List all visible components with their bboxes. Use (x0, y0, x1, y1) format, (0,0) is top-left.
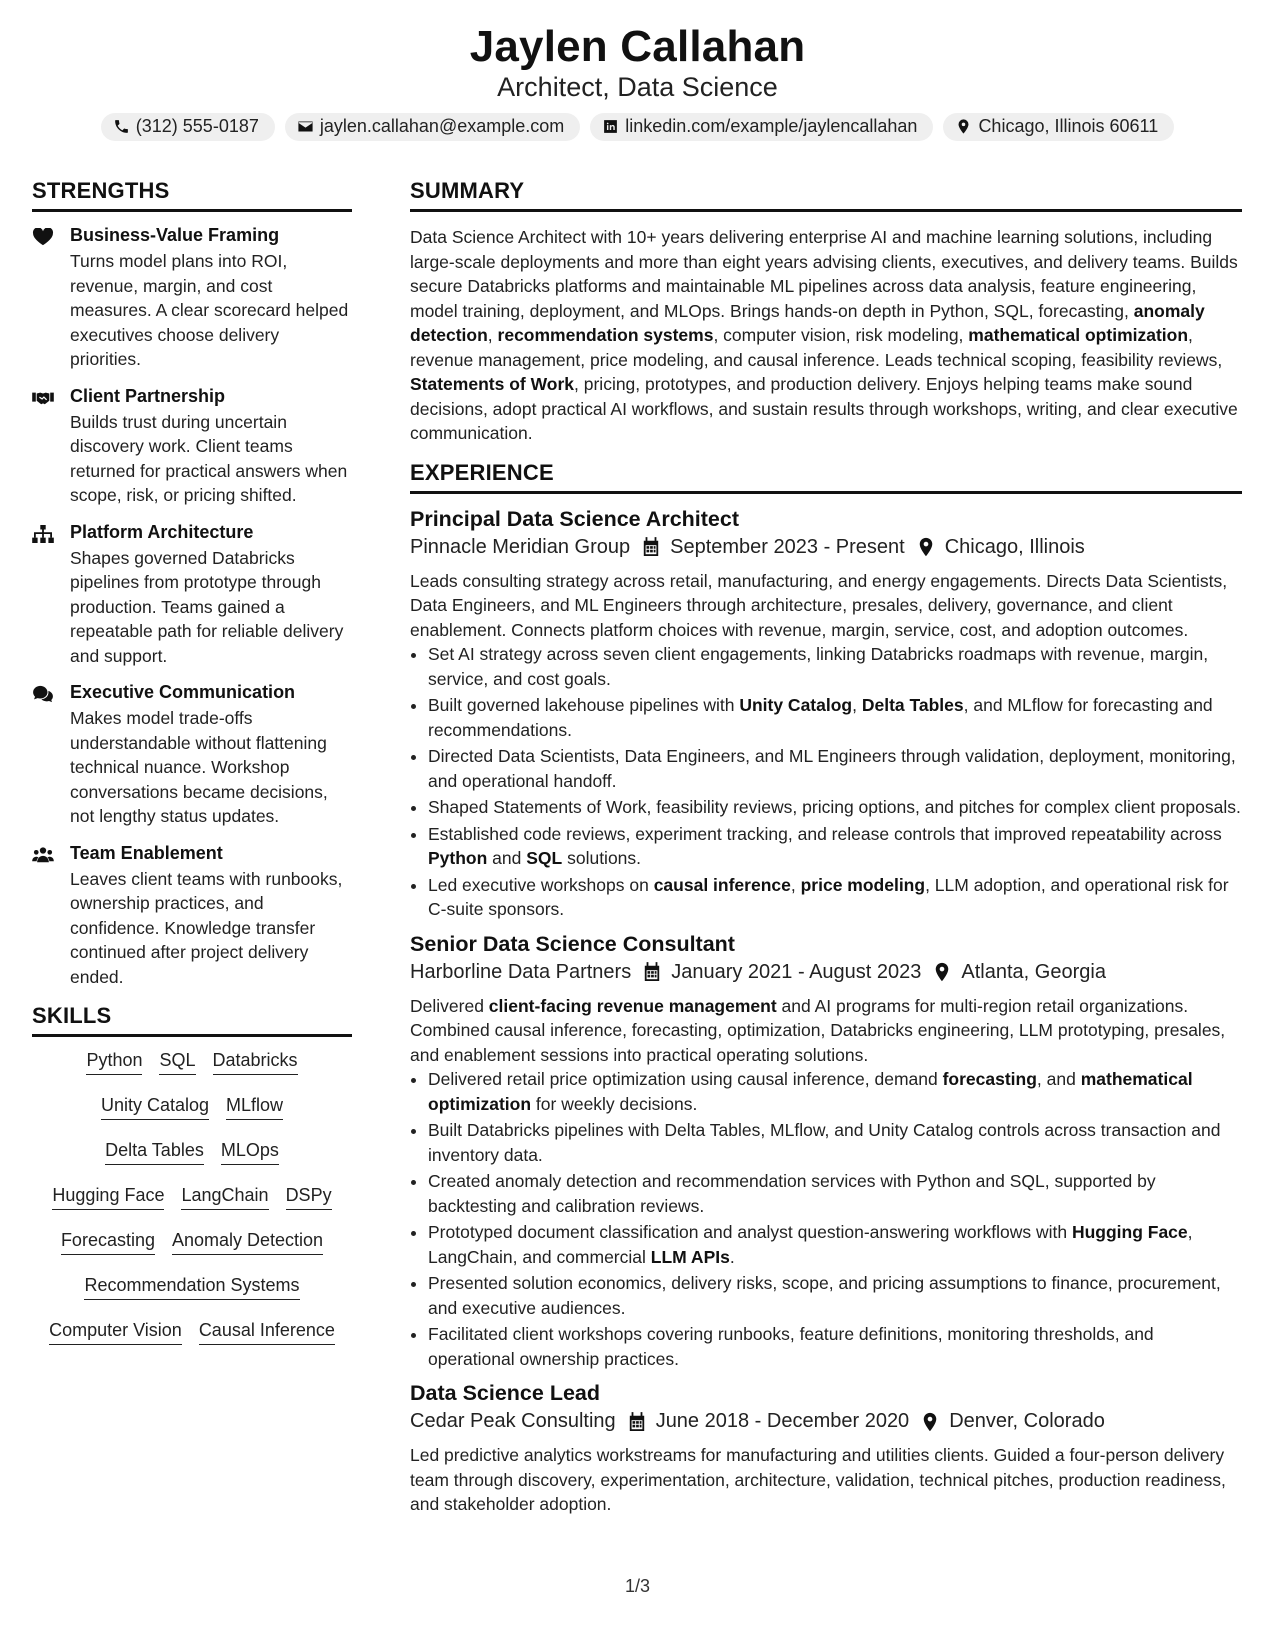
strength-desc: Shapes governed Databricks pipelines from prototype through production. Teams gained a repeatable path for reliable delivery and support. (70, 547, 344, 666)
text-segment: and AI programs for multi-region retail organizations. Combined causal inference, forecasting, optimization, Databricks engineering, LLM prototyping, presales, and enablement sessions into practical operating solutions. (410, 995, 1226, 1065)
skill-tag: Computer Vision (49, 1320, 182, 1345)
text-segment: Set AI strategy across seven client engagements, linking Databricks roadmaps with revenue, margin, service, and cost goals. (428, 644, 1209, 689)
strength-desc: Makes model trade-offs understandable without flattening technical nuance. Workshop conversations became decisions, not lengthy status updates. (70, 708, 328, 826)
bullet-item (428, 795, 1242, 820)
text-segment: Leads consulting strategy across retail, manufacturing, and energy engagements. Directs Data Scientists, Data Engineers, and ML Engineers through architecture, presales, delivery, governance, and client enablement. Connects platform choices with revenue, margin, service, cost, and adoption outcomes. (410, 570, 1228, 640)
phone-icon (113, 118, 130, 135)
bullet-item (428, 1169, 1242, 1218)
emphasized-text: Hugging Face (1071, 1222, 1188, 1242)
job-company: Cedar Peak Consulting (410, 1410, 616, 1432)
text-segment: Data Science Architect with 10+ years delivering enterprise AI and machine learning solutions, including large-scale deployments and more than eight years advising clients, executives, and delivery teams. Builds secure Databricks platforms and maintainable ML pipelines across data analysis, feature engineering, model training, deployment, and MLOps. Brings hands-on depth in Python, SQL, forecasting, (410, 227, 1238, 321)
text-segment: , pricing, prototypes, and production delivery. Enjoys helping teams make sound decisions, adopt practical AI workflows, and sustain results through workshops, writing, and clear executive communication. (410, 374, 1238, 443)
strength-title: Team Enablement (70, 842, 223, 863)
skill-tag: Python (86, 1050, 142, 1075)
text-segment: , (852, 695, 862, 715)
summary-text (410, 225, 1242, 446)
strength-item (32, 386, 352, 508)
sitemap-icon (32, 525, 54, 543)
map-pin-icon (917, 537, 935, 557)
text-segment: Built governed lakehouse pipelines with (428, 695, 740, 715)
text-segment: Delivered (410, 995, 489, 1016)
text-segment: , LLM adoption, and operational risk for C-suite sponsors. (428, 874, 1229, 919)
job-entry (410, 1381, 1242, 1517)
skill-tag: LangChain (181, 1185, 268, 1210)
skill-tag: Delta Tables (105, 1140, 204, 1165)
emphasized-text: Python (428, 848, 488, 868)
right-column (410, 178, 1242, 1521)
strength-item (32, 843, 352, 990)
strength-desc: Builds trust during uncertain discovery work. Client teams returned for practical answers when scope, risk, or pricing shifted. (70, 411, 348, 505)
calendar-icon (628, 1412, 646, 1432)
text-segment: solutions. (562, 848, 642, 868)
emphasized-text: Statements of Work (410, 374, 575, 394)
skill-tag: Recommendation Systems (84, 1275, 299, 1300)
heart-icon (32, 228, 54, 246)
job-location: Denver, Colorado (949, 1410, 1105, 1432)
candidate-title: Architect, Data Science (497, 72, 778, 102)
strength-title: Business-Value Framing (70, 225, 280, 245)
text-segment: for weekly decisions. (531, 1093, 698, 1114)
strength-desc: Turns model plans into ROI, revenue, margin, and cost measures. A clear scorecard helped executives choose delivery priorities. (70, 251, 349, 369)
job-description (410, 1443, 1242, 1517)
text-segment: Shaped Statements of Work, feasibility reviews, pricing options, and pitches for complex client proposals. (428, 797, 1241, 817)
bullet-item (428, 1322, 1242, 1371)
job-title: Senior Data Science Consultant (410, 931, 735, 956)
text-segment: Directed Data Scientists, Data Engineers, and ML Engineers through validation, deployment, monitoring, and operational handoff. (428, 746, 1236, 791)
contact-email-text: jaylen.callahan@example.com (319, 116, 565, 136)
text-segment: , (790, 874, 801, 895)
candidate-name: Jaylen Callahan (469, 22, 806, 71)
skill-tag: SQL (159, 1050, 195, 1075)
contact-location (943, 113, 1174, 141)
strength-title: Client Partnership (70, 385, 226, 406)
contact-phone[interactable] (101, 113, 275, 141)
text-segment: . (729, 1246, 735, 1267)
text-segment: Facilitated client workshops covering runbooks, feature definitions, monitoring thresholds, and operational ownership practices. (428, 1324, 1154, 1369)
contact-linkedin[interactable] (590, 113, 933, 141)
text-segment: , (487, 325, 498, 345)
skill-row (32, 1050, 352, 1095)
job-bullets (410, 642, 1242, 922)
bullet-item (428, 1067, 1242, 1116)
text-segment: , LangChain, and commercial (428, 1222, 1193, 1267)
page-number: 1/3 (624, 1576, 651, 1596)
contact-phone-text: (312) 555-0187 (135, 116, 259, 136)
linkedin-icon (602, 118, 619, 135)
skill-tag: DSPy (286, 1185, 332, 1210)
skill-row (32, 1230, 352, 1275)
map-pin-icon (933, 962, 951, 982)
text-segment: Prototyped document classification and analyst question-answering workflows with (428, 1222, 1072, 1242)
job-entry (410, 932, 1242, 1372)
skill-tag: MLflow (226, 1095, 283, 1120)
strengths-heading: STRENGTHS (32, 178, 352, 212)
bullet-item (428, 693, 1242, 742)
emphasized-text: Unity Catalog (739, 695, 853, 715)
job-description (410, 569, 1242, 643)
text-segment: Delivered retail price optimization using causal inference, demand (428, 1069, 943, 1089)
text-segment: , revenue management, price modeling, and causal inference. Leads technical scoping, feasibility reviews, (410, 325, 1223, 370)
emphasized-text: mathematical optimization (968, 325, 1189, 345)
text-segment: Established code reviews, experiment tracking, and release controls that improved repeatability across (428, 823, 1222, 844)
skill-tag: Databricks (213, 1050, 298, 1075)
contact-bar (0, 113, 1275, 141)
bullet-item (428, 1271, 1242, 1320)
skills-list (32, 1050, 352, 1365)
bullet-item (428, 744, 1242, 793)
job-dates: September 2023 - Present (670, 535, 905, 558)
job-dates: January 2021 - August 2023 (671, 960, 922, 983)
text-segment: Led predictive analytics workstreams for manufacturing and utilities clients. Guided a four-person delivery team through discovery, experimentation, architecture, validation, technical pitches, production readiness, and stakeholder adoption. (410, 1445, 1226, 1514)
job-title: Data Science Lead (410, 1381, 601, 1405)
text-segment: Created anomaly detection and recommendation services with Python and SQL, supported by backtesting and calibration reviews. (428, 1171, 1156, 1216)
map-pin-icon (921, 1412, 939, 1432)
job-location: Chicago, Illinois (944, 535, 1085, 558)
job-entry (410, 507, 1242, 922)
emphasized-text: recommendation systems (497, 325, 714, 345)
skill-tag: Causal Inference (199, 1320, 335, 1345)
emphasized-text: LLM APIs (650, 1246, 730, 1267)
skills-heading: SKILLS (32, 1003, 352, 1037)
left-column (32, 178, 352, 1365)
text-segment: Led executive workshops on (428, 874, 654, 895)
strength-desc: Leaves client teams with runbooks, ownership practices, and confidence. Knowledge transfer continued after project delivery ended. (70, 868, 343, 987)
skill-row (32, 1320, 352, 1365)
job-meta (410, 1410, 1242, 1433)
emphasized-text: Delta Tables (861, 695, 964, 715)
skill-row (32, 1185, 352, 1230)
chat-bubbles-icon (32, 685, 54, 703)
emphasized-text: mathematical optimization (428, 1069, 1193, 1114)
strength-item (32, 225, 352, 372)
bullet-item (428, 1118, 1242, 1167)
strength-title: Platform Architecture (70, 521, 254, 542)
job-company: Pinnacle Meridian Group (410, 535, 631, 558)
strength-title: Executive Communication (70, 682, 296, 702)
skill-tag: MLOps (221, 1140, 279, 1165)
job-dates: June 2018 - December 2020 (655, 1410, 910, 1432)
calendar-icon (642, 537, 660, 557)
bullet-item (428, 642, 1242, 691)
skill-row (32, 1140, 352, 1185)
bullet-item (428, 873, 1242, 922)
strength-item (32, 682, 352, 829)
handshake-icon (32, 389, 54, 407)
text-segment: , computer vision, risk modeling, (713, 325, 969, 345)
users-icon (32, 846, 54, 864)
emphasized-text: causal inference (653, 874, 791, 895)
skill-tag: Anomaly Detection (172, 1230, 323, 1255)
skill-tag: Hugging Face (52, 1185, 164, 1210)
contact-linkedin-text: linkedin.com/example/jaylencallahan (625, 116, 918, 136)
contact-location-text: Chicago, Illinois 60611 (978, 116, 1159, 136)
experience-heading: EXPERIENCE (410, 460, 1242, 494)
envelope-icon (297, 118, 314, 135)
bullet-item (428, 1220, 1242, 1269)
text-segment: , and MLflow for forecasting and recommendations. (428, 695, 1213, 740)
emphasized-text: client-facing revenue management (488, 995, 777, 1016)
job-location: Atlanta, Georgia (961, 960, 1106, 983)
job-title: Principal Data Science Architect (410, 506, 739, 531)
skill-row (32, 1095, 352, 1140)
text-segment: Presented solution economics, delivery risks, scope, and pricing assumptions to finance, procurement, and executive audiences. (428, 1273, 1221, 1318)
emphasized-text: SQL (526, 848, 563, 868)
skill-row (32, 1275, 352, 1320)
job-bullets (410, 1067, 1242, 1371)
emphasized-text: anomaly detection (410, 300, 1205, 345)
job-meta (410, 536, 1242, 559)
text-segment: and (487, 848, 527, 868)
experience-list (410, 507, 1242, 1517)
job-description (410, 994, 1242, 1068)
calendar-icon (643, 962, 661, 982)
emphasized-text: price modeling (800, 874, 926, 895)
job-company: Harborline Data Partners (410, 960, 632, 983)
summary-heading: SUMMARY (410, 178, 1242, 212)
emphasized-text: forecasting (942, 1069, 1037, 1089)
skill-tag: Unity Catalog (101, 1095, 209, 1120)
text-segment: , and (1036, 1069, 1081, 1089)
strength-item (32, 522, 352, 669)
bullet-item (428, 822, 1242, 871)
skill-tag: Forecasting (61, 1230, 155, 1255)
map-pin-icon (955, 118, 972, 135)
job-meta (410, 961, 1242, 984)
contact-email[interactable] (285, 113, 580, 141)
text-segment: Built Databricks pipelines with Delta Tables, MLflow, and Unity Catalog controls across transaction and inventory data. (428, 1120, 1221, 1165)
